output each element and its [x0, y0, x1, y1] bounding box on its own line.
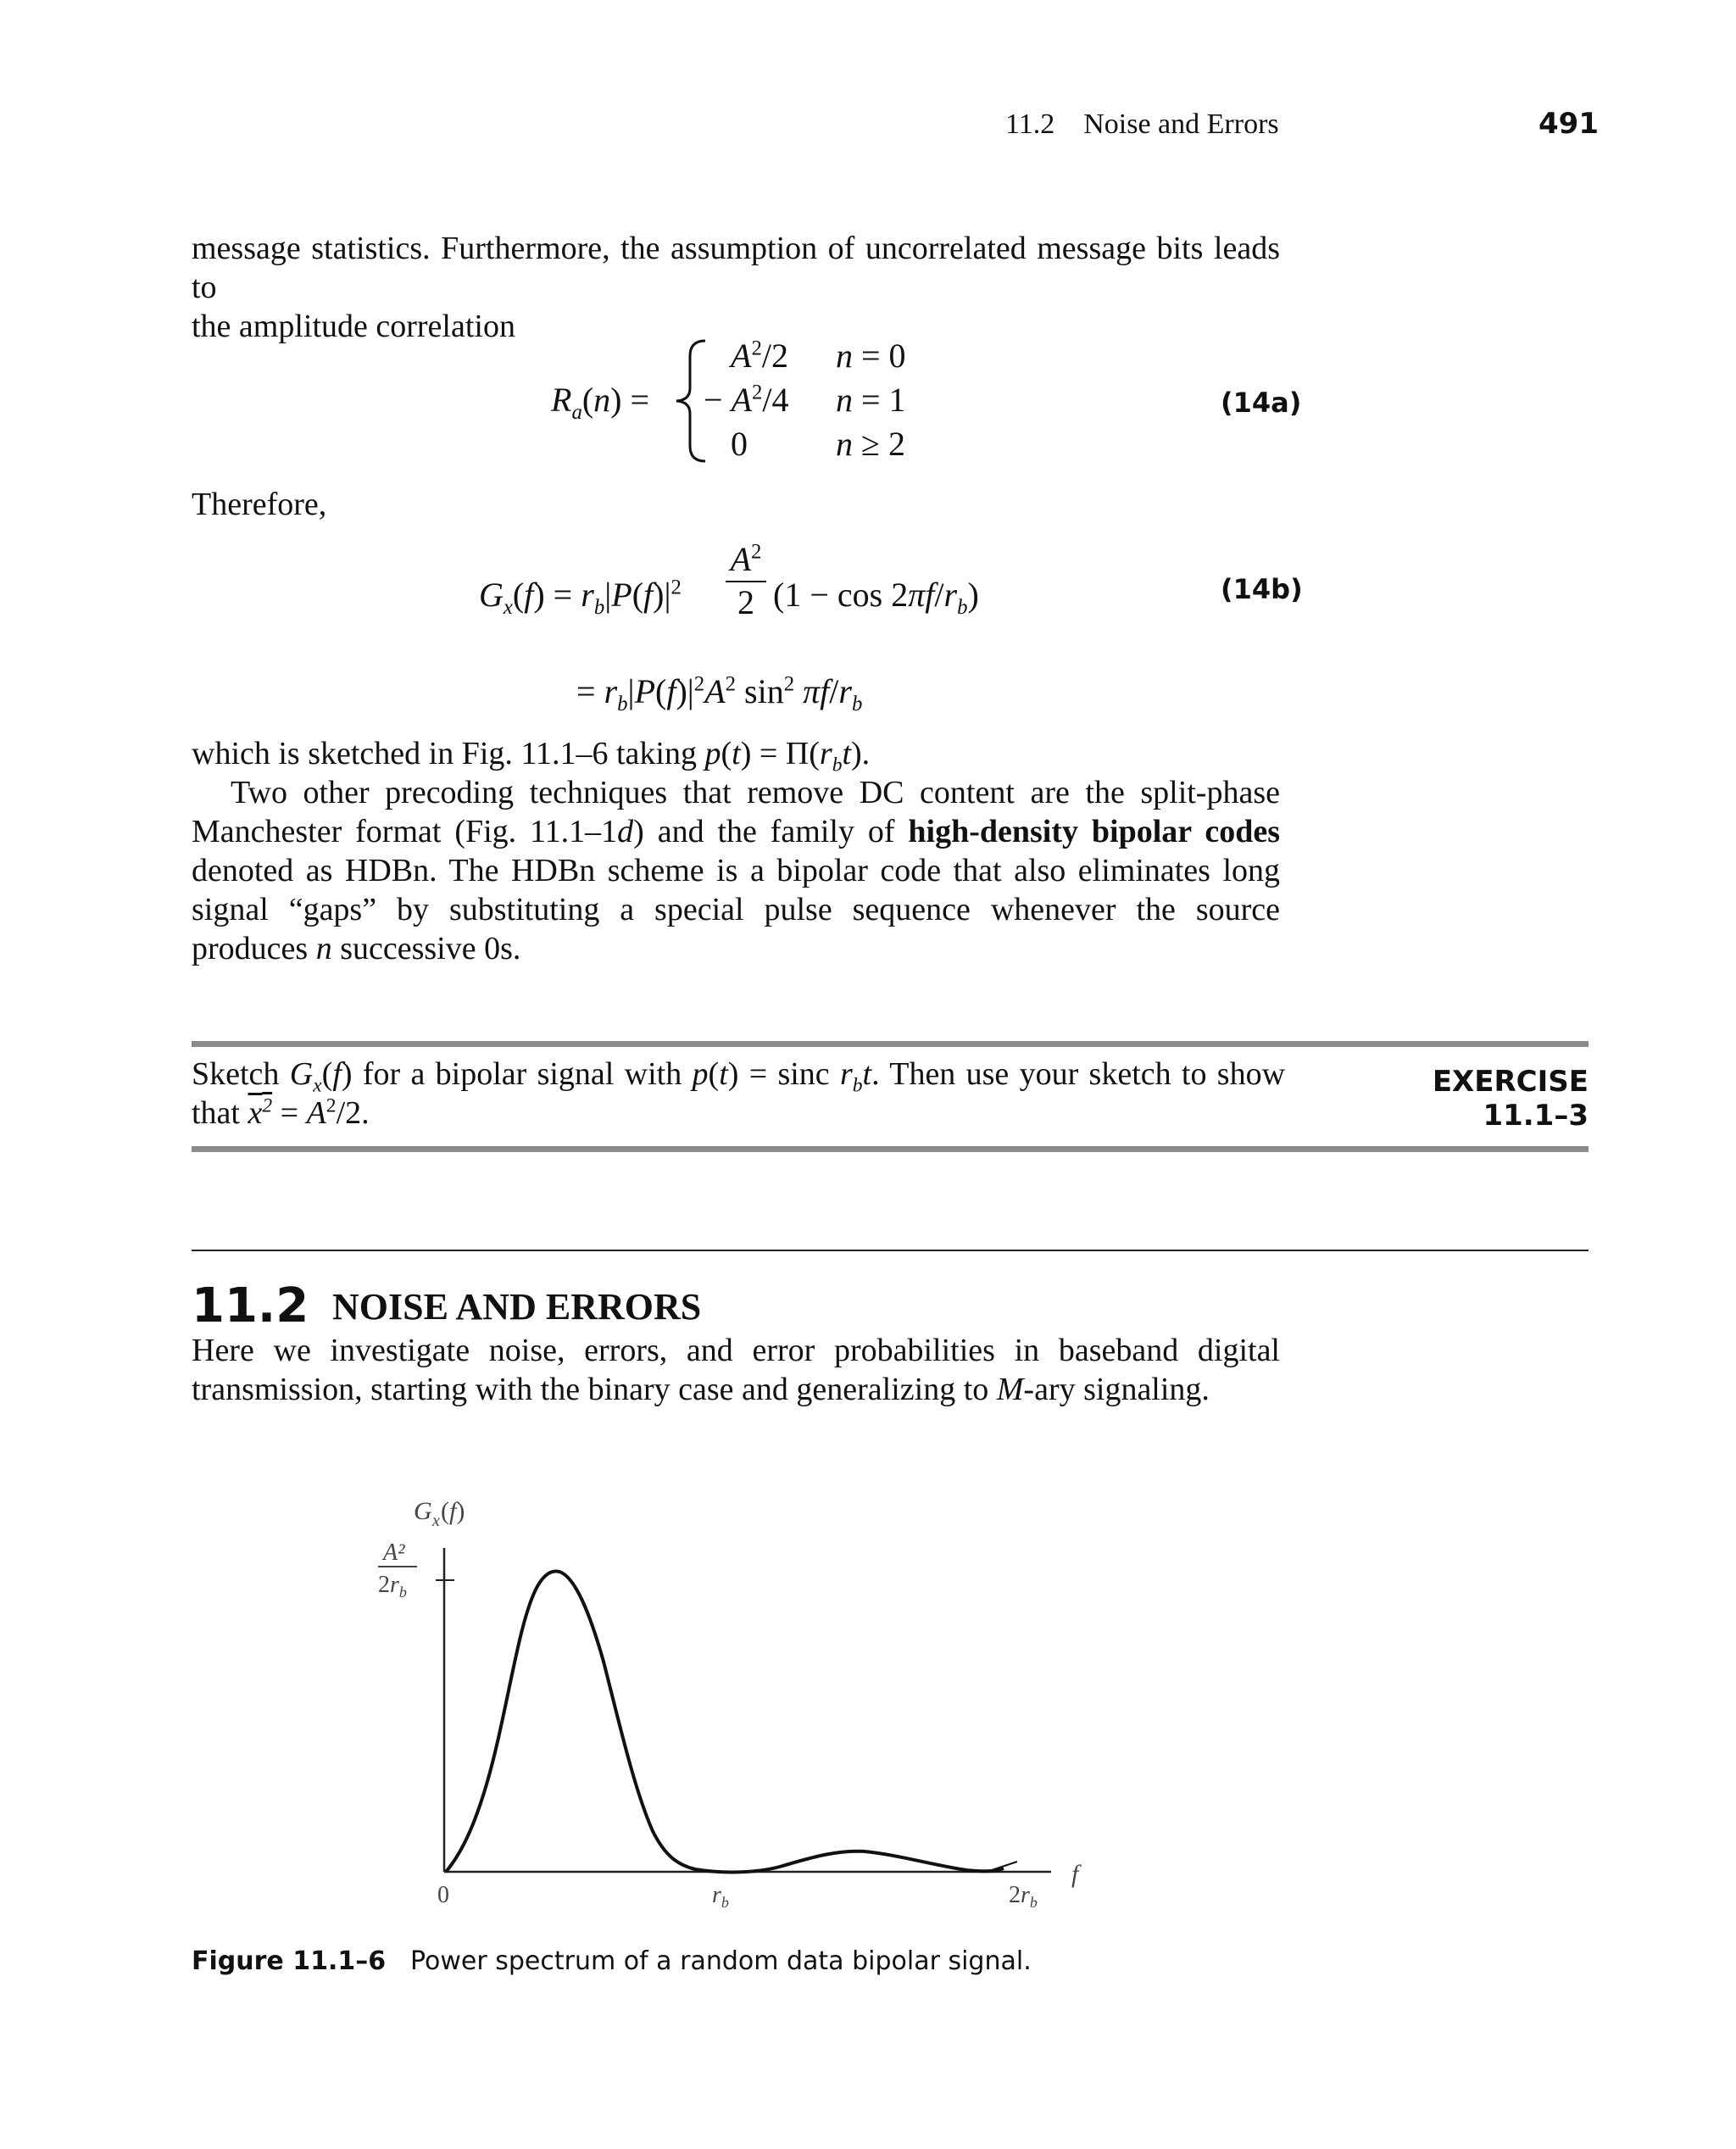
equation-14b — [475, 534, 1153, 721]
figure-xtick-0: 0 — [437, 1882, 449, 1908]
exercise-text-a: Sketch — [192, 1056, 280, 1092]
section-title: NOISE AND ERRORS — [332, 1286, 702, 1328]
section-number: 11.2 — [192, 1278, 309, 1333]
section-body-b: -ary signaling. — [1023, 1372, 1210, 1407]
exercise-text-c: . Then use your sketch to show — [871, 1056, 1286, 1092]
eq14b-cos-term: $(1 - \cos 2\pi f/r_b)$ — [773, 576, 979, 619]
figure-ytick-numerator: A² — [383, 1539, 405, 1566]
power-spectrum-figure — [339, 1484, 1119, 1924]
eq14b-line-2: = $r_b|P(f)|^2A^2$ $\sin^2 \pi f/r_b$ — [576, 672, 863, 715]
eq14a-case-1-cond: n = 0 — [836, 337, 906, 375]
exercise-line-1: Sketch $G_x(f)$ for a bipolar signal with p(t) = sinc $r_bt$. Then use your sketch to show — [192, 1056, 1286, 1097]
figure-label: Figure 11.1–6 — [192, 1946, 387, 1976]
exercise-text-d: that — [192, 1095, 240, 1131]
section-rule — [192, 1250, 1589, 1251]
exercise-text-b: for a bipolar signal with — [362, 1056, 682, 1092]
eq14a-case-3-value: 0 — [731, 425, 748, 463]
section-body-M: M — [996, 1372, 1024, 1407]
post-equation-text — [192, 734, 1280, 968]
figure-curve-tail — [992, 1862, 1017, 1870]
eq14b-line-1: $G_x(f) = r_b|P(f)|^2$ — [479, 576, 682, 619]
para2-bold-term: high-density bipolar codes — [908, 814, 1280, 849]
exercise-top-rule — [192, 1041, 1589, 1047]
eq14a-case-2-value: − $A^2/4$ — [704, 381, 789, 419]
para2-n: n — [315, 931, 332, 966]
para2-part-c: denoted as HDBn. The HDBn scheme is a bipolar code that also eliminates long signal “gaps” by substituting a special pulse sequence whenever the source produces — [192, 853, 1280, 966]
intro-paragraph — [192, 229, 1280, 346]
figure-ytick-denominator: $2r_b$ — [378, 1572, 407, 1601]
section-body-text — [192, 1331, 1280, 1409]
figure-ylabel: G — [414, 1497, 432, 1525]
exercise-line-2: that $x^2 = A^2/2$. — [192, 1094, 370, 1131]
intro-line-1: message statistics. Furthermore, the assumption of uncorrelated message bits leads to — [192, 231, 1280, 305]
sketch-line-text: which is sketched in Fig. 11.1–6 taking — [192, 736, 697, 771]
precoding-paragraph — [192, 773, 1280, 968]
eq14a-case-3-cond: n ≥ 2 — [836, 425, 905, 463]
para2-part-a: Two other precoding techniques that remove DC content are the split-phase Manchester format (Fig. 11.1–1 — [192, 775, 1280, 849]
eq14a-lhs: $R_a(n)$ = — [551, 381, 650, 424]
eq14a-number: (14a) — [1221, 387, 1302, 419]
page-number: 491 — [1538, 107, 1599, 141]
exercise-text — [192, 1055, 1285, 1133]
running-head: 11.2 Noise and Errors — [1005, 109, 1279, 140]
equation-14a — [542, 331, 1238, 466]
sketch-line: which is sketched in Fig. 11.1–6 taking $p(t) = \Pi(r_bt)$. — [192, 736, 871, 777]
eq14b-number: (14b) — [1221, 573, 1303, 605]
figure-xtick-2rb: $2r_b$ — [1009, 1882, 1038, 1911]
section-body — [192, 1331, 1280, 1409]
para2-end: successive 0s. — [331, 931, 521, 966]
power-spectrum-curve — [446, 1571, 1004, 1872]
figure-caption: Power spectrum of a random data bipolar signal. — [410, 1946, 1032, 1976]
eq14a-case-2-cond: n = 1 — [836, 381, 906, 419]
para2-fig-letter: d — [617, 814, 634, 849]
exercise-bottom-rule — [192, 1146, 1589, 1152]
figure-ylabel-arg: (f) — [441, 1497, 465, 1525]
figure-ylabel-sub: x — [432, 1512, 440, 1530]
section-body-a: Here we investigate noise, errors, and error probabilities in baseband digital transmission, starting with the binary case and generalizing to — [192, 1333, 1280, 1407]
eq14a-case-1-value: $A^2/2$ — [731, 337, 788, 375]
intro-line-2: the amplitude correlation — [192, 309, 515, 344]
therefore-text: Therefore, — [192, 487, 327, 522]
eq14b-fraction: $A^2$ 2 — [726, 539, 766, 622]
figure-xlabel: f — [1071, 1860, 1079, 1888]
para2-part-b: ) and the family of — [633, 814, 909, 849]
figure-xtick-rb: $r_b$ — [712, 1882, 729, 1911]
exercise-label: EXERCISE 11.1–3 — [1432, 1065, 1589, 1133]
